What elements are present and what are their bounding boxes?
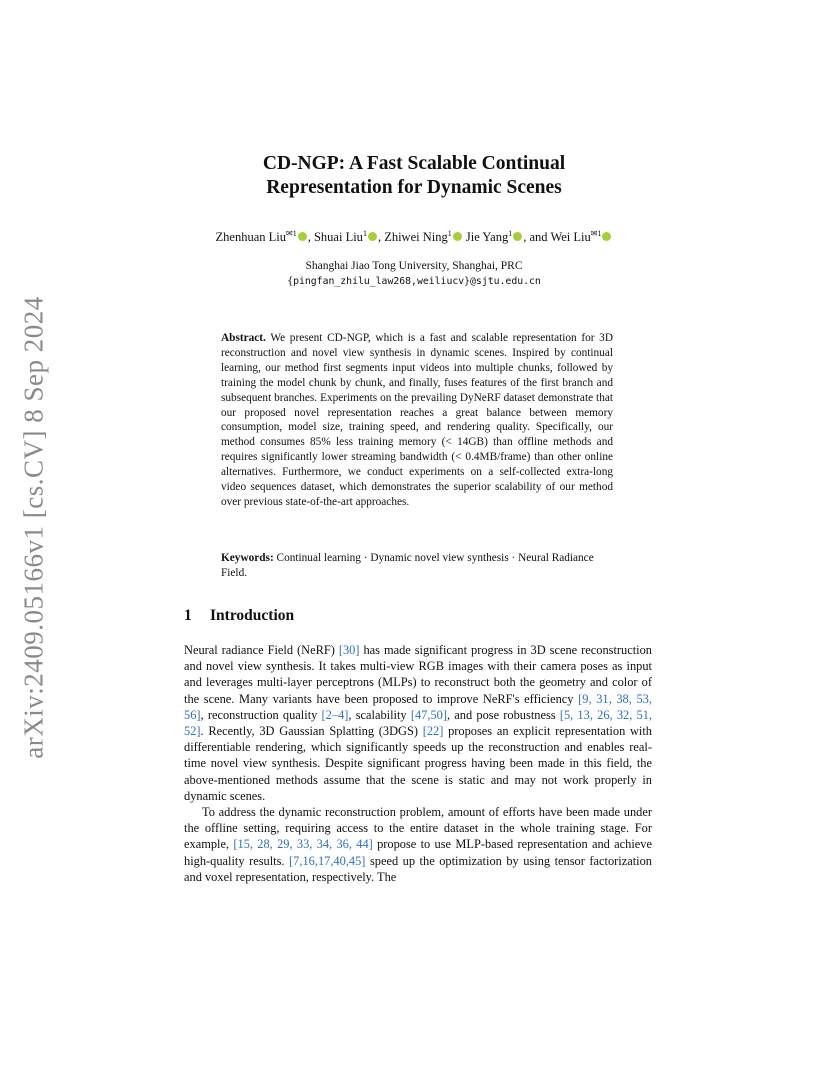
author-superscript: 1 xyxy=(508,229,513,238)
paragraph-text: speed up the optimization by using tensor factorization and voxel representation, respectively. The xyxy=(184,853,652,884)
keywords xyxy=(221,551,613,581)
author-name: Zhiwei Ning xyxy=(384,230,448,244)
keywords-label: Keywords: xyxy=(221,552,274,564)
author-separator: , xyxy=(307,230,314,244)
author-list xyxy=(160,229,668,245)
paragraph-text: propose to use MLP-based representation and achieve high-quality results. xyxy=(184,837,652,868)
author-name: Zhenhuan Liu xyxy=(215,230,287,244)
section-title: Introduction xyxy=(210,607,295,624)
orcid-icon[interactable] xyxy=(368,232,377,241)
orcid-icon[interactable] xyxy=(602,232,611,241)
citation-link[interactable]: [47,50] xyxy=(410,707,447,722)
orcid-icon[interactable] xyxy=(298,232,307,241)
author-superscript: ✉1 xyxy=(590,229,602,238)
paragraph-text: , and pose robustness xyxy=(446,707,560,722)
author-separator: , xyxy=(377,230,385,244)
title-line-1: CD-NGP: A Fast Scalable Continual xyxy=(262,153,566,174)
section-number: 1 xyxy=(184,607,192,624)
affiliation: Shanghai Jiao Tong University, Shanghai, PRC xyxy=(305,260,523,272)
paragraph-text: To address the dynamic reconstruction problem, amount of efforts have been made under the offline setting, requiring access to the entire dataset in the whole training stage. For example, xyxy=(184,805,652,852)
paragraph-text: proposes an explicit representation with differentiable rendering, which significantly speeds up the reconstruction and enables real-time novel view synthesis. Despite significant progress having been made in this field, the above-mentioned methods assume that the scene is static and may not work properly in dynamic scenes. xyxy=(184,724,652,803)
paragraph-2 xyxy=(184,804,652,885)
title-line-2: Representation for Dynamic Scenes xyxy=(266,177,562,198)
author-superscript: 1 xyxy=(447,229,452,238)
abstract-label: Abstract. xyxy=(221,332,266,344)
citation-link[interactable]: [22] xyxy=(422,724,444,739)
abstract xyxy=(221,331,613,510)
paragraph-text: . Recently, 3D Gaussian Splatting (3DGS) xyxy=(200,724,423,739)
paragraph-text: , scalability xyxy=(348,707,411,722)
orcid-icon[interactable] xyxy=(513,232,522,241)
author-name: Jie Yang xyxy=(465,230,509,244)
paper-title xyxy=(175,152,653,200)
citation-link[interactable]: [7,16,17,40,45] xyxy=(289,853,366,868)
citation-link[interactable]: [15, 28, 29, 33, 34, 36, 44] xyxy=(233,837,373,852)
arxiv-stamp-text: arXiv:2409.05166v1 [cs.CV] 8 Sep 2024 xyxy=(18,295,49,759)
affiliation-block xyxy=(200,259,628,289)
section-heading xyxy=(184,607,294,625)
arxiv-stamp xyxy=(18,292,50,762)
citation-link[interactable]: [2–4] xyxy=(321,707,349,722)
citation-link[interactable]: [9, 31, 38, 53, 56] xyxy=(184,691,652,722)
citation-link[interactable]: [30] xyxy=(338,643,360,657)
orcid-icon[interactable] xyxy=(453,232,462,241)
author-name: Wei Liu xyxy=(550,230,591,244)
keywords-text: Continual learning · Dynamic novel view synthesis · Neural Radiance Field. xyxy=(221,552,594,579)
paragraph-text: Neural radiance Field (NeRF) xyxy=(184,643,339,657)
author-superscript: 1 xyxy=(362,229,367,238)
author-separator: , and xyxy=(523,230,551,244)
body-text xyxy=(184,642,652,885)
author-name: Shuai Liu xyxy=(313,230,363,244)
paragraph-text: has made significant progress in 3D scene reconstruction and novel view synthesis. It takes multi-view RGB images with their camera poses as input and leverages multi-layer perceptrons (MLPs) to reconstruct both the geometry and color of the scene. Many variants have been proposed to improve NeRF's efficiency xyxy=(184,643,652,706)
citation-link[interactable]: [5, 13, 26, 32, 51, 52] xyxy=(184,707,653,739)
paragraph-text: , reconstruction quality xyxy=(200,707,322,722)
author-superscript: ✉1 xyxy=(286,229,297,238)
paragraph-1 xyxy=(184,642,652,804)
email-address[interactable]: {pingfan_zhilu_law268,weiliucv}@sjtu.edu.cn xyxy=(287,276,541,287)
abstract-text: We present CD-NGP, which is a fast and scalable representation for 3D reconstruction and novel view synthesis in dynamic scenes. Inspired by continual learning, our method first segments input videos into multiple chunks, followed by training the model chunk by chunk, and finally, fuses features of the first branch and subsequent branches. Experiments on the prevailing DyNeRF dataset demonstrate that our proposed novel representation reaches a great balance between memory consumption, model size, training speed, and rendering quality. Specifically, our method consumes 85% less training memory (< 14GB) than offline methods and requires significantly lower streaming bandwidth (< 0.4MB/frame) than other online alternatives. Furthermore, we conduct experiments on a self-collected extra-long video sequences dataset, which demonstrates the superior scalability of our method over previous state-of-the-art approaches. xyxy=(221,332,613,508)
